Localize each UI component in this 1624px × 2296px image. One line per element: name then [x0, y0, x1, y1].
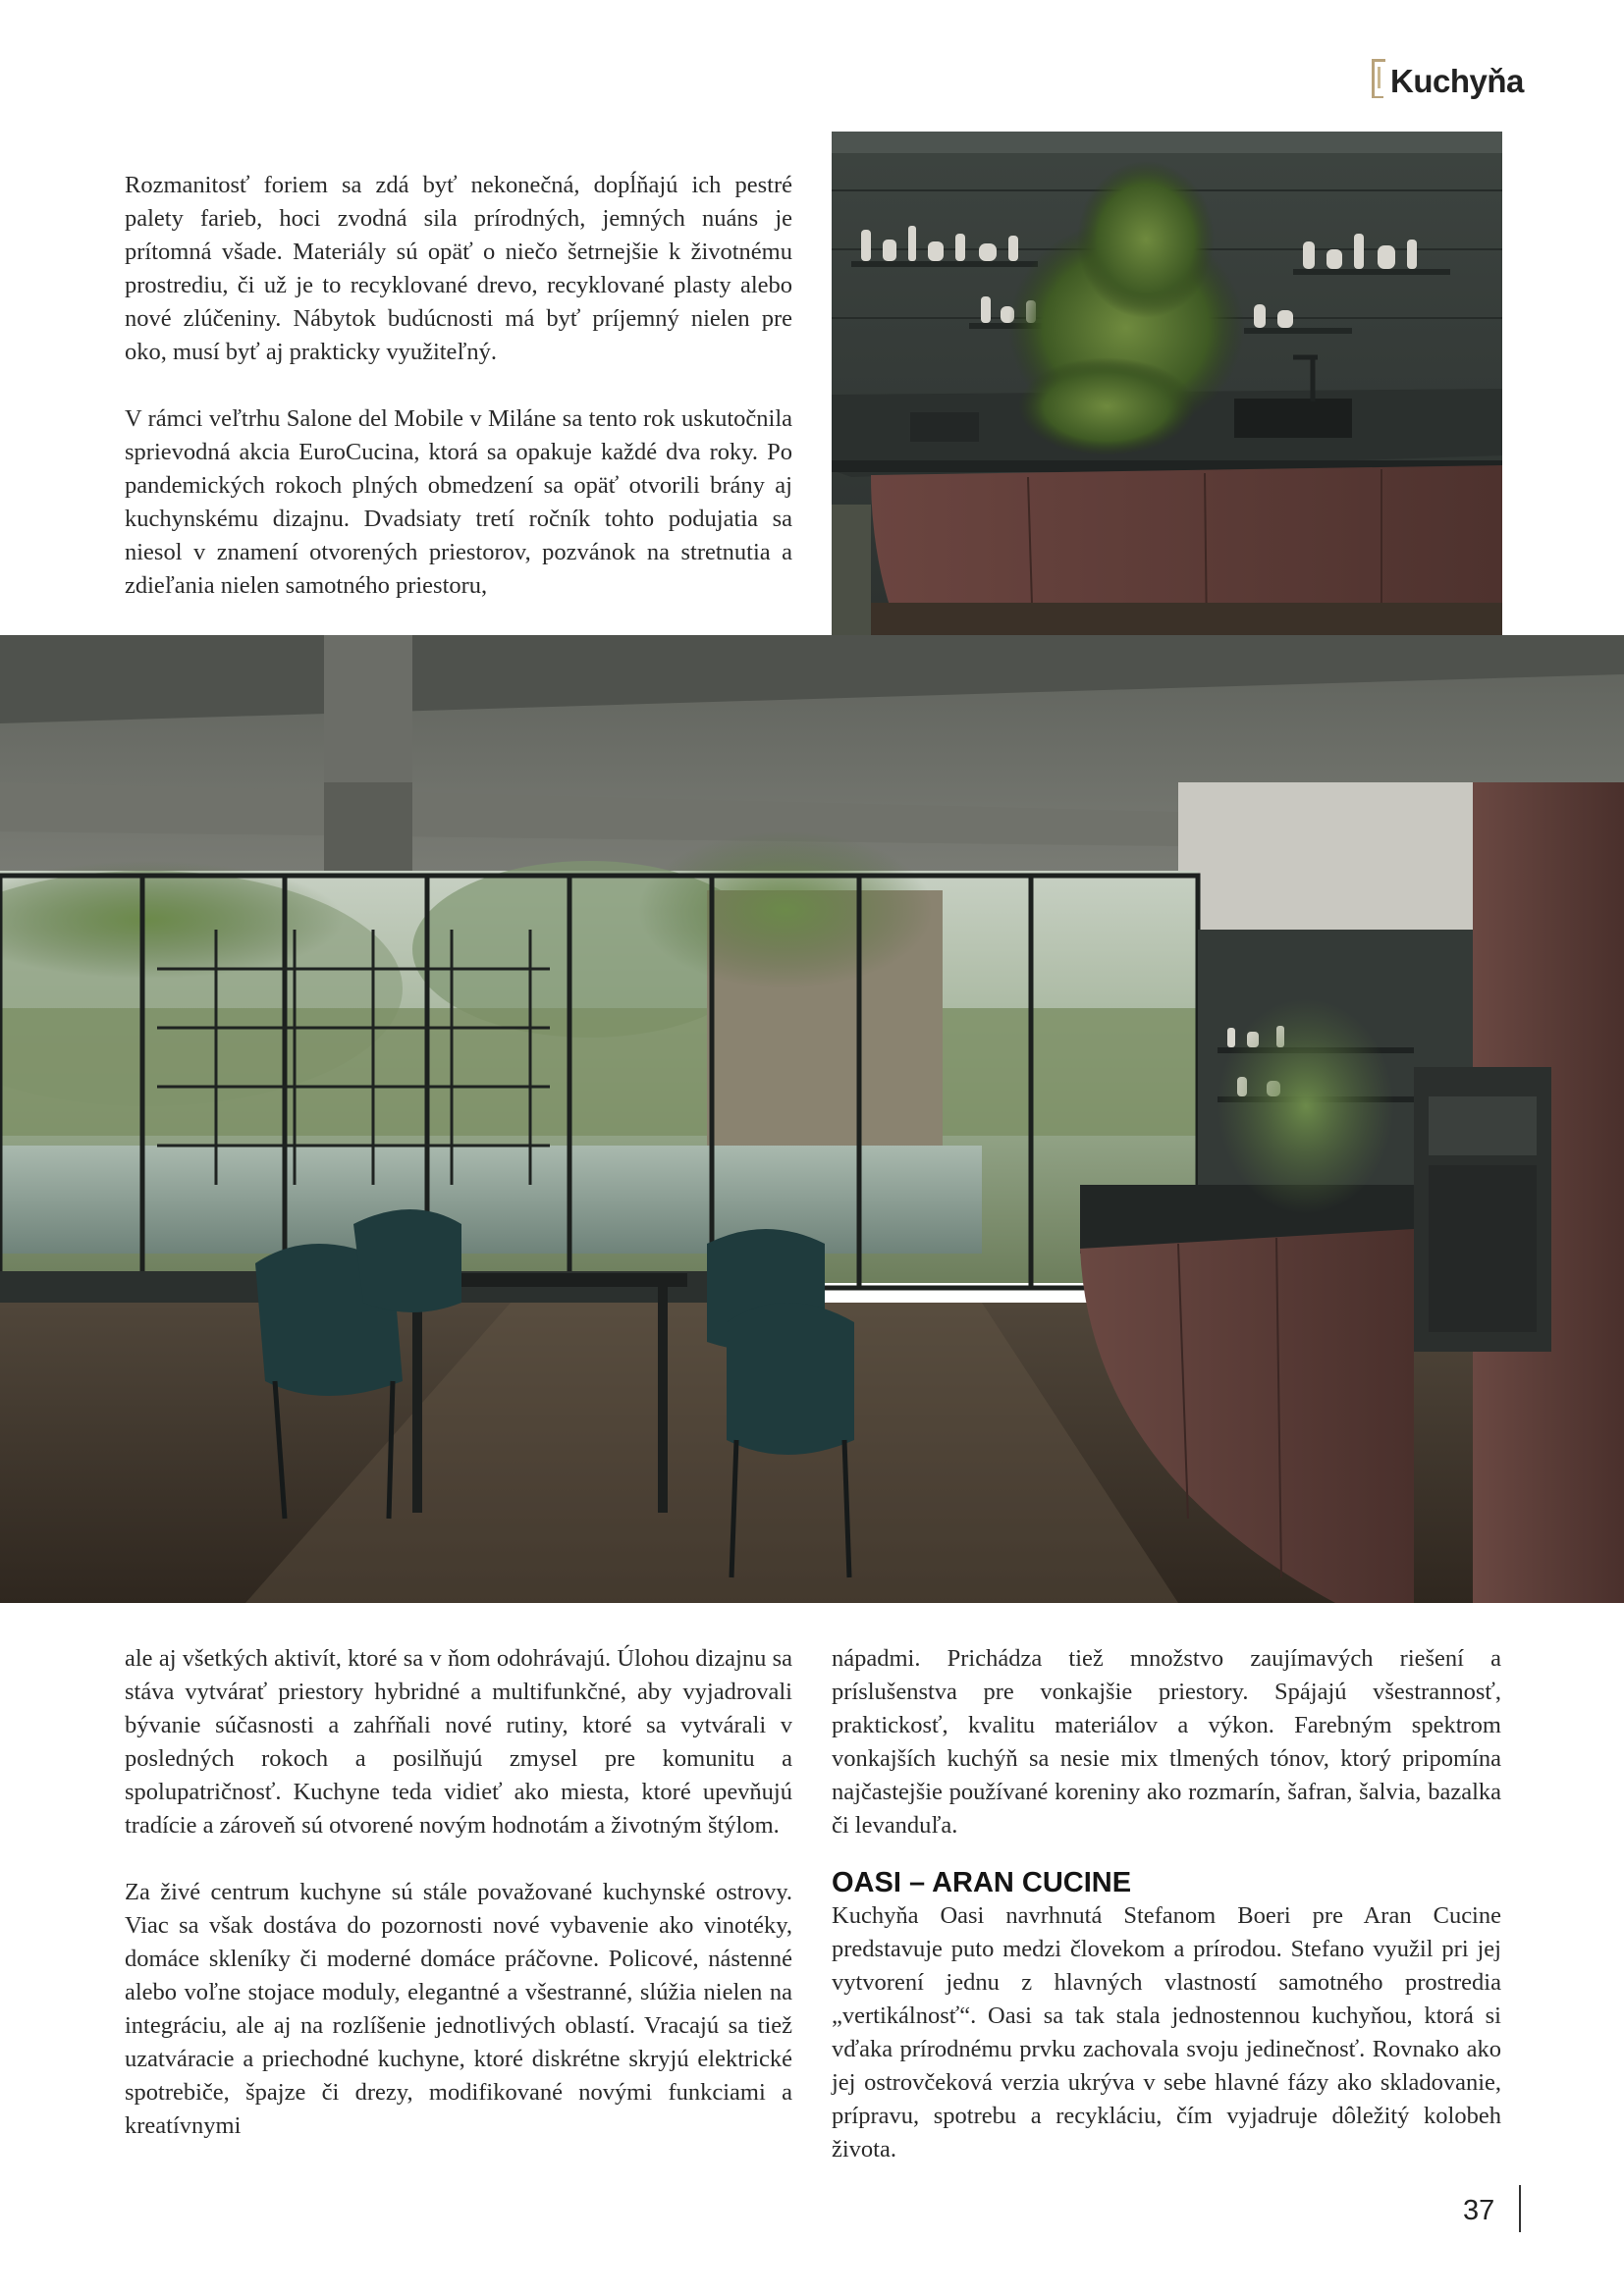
kitchen-shelf-photo — [832, 132, 1502, 636]
page-number-divider — [1519, 2185, 1521, 2232]
paragraph: Kuchyňa Oasi navrhnutá Stefanom Boeri pre Aran Cucine predstavuje puto medzi človekom a prírodou. Stefano využil pri jej vytvorení jednu z hlavných vlastností samotného prostredia „vertikálnosť“. Oasi sa tak stala jednostennou kuchyňou, ktorá si vďaka prírodnému prvku zachovala svoju jedinečnosť. Rovnako ako jej ostrovčeková verzia ukrýva v sebe hlavné fázy ako skladovanie, prípravu, spotrebu a recykláciu, čím vyjadruje dôležitý kolobeh života. — [832, 1902, 1501, 2163]
article-column-right — [832, 1642, 1501, 2166]
paragraph: Rozmanitosť foriem sa zdá byť nekonečná, dopĺňajú ich pestré palety farieb, hoci zvodná sila prírodných, jemných nuáns je prítomná všade. Materiály sú opäť o niečo šetrnejšie k životnému prostrediu, či už je to recyklované drevo, recyklované plasty alebo nové zlúčeniny. Nábytok budúcnosti má byť príjemný nielen pre oko, musí byť aj prakticky využiteľný. — [125, 172, 792, 365]
paragraph: V rámci veľtrhu Salone del Mobile v Miláne sa tento rok uskutočnila sprievodná akcia EuroCucina, ktorá sa opakuje každé dva roky. Po pandemických rokoch plných obmedzení sa opäť otvorili brány aj kuchynskému dizajnu. Dvadsiaty tretí ročník tohto podujatia sa niesol v znamení otvorených priestorov, pozvánok na stretnutia a zdieľania nielen samotného priestoru, — [125, 405, 792, 599]
logo-mark-icon — [1369, 55, 1392, 106]
article-column-intro — [125, 169, 792, 603]
section-heading: OASI – ARAN CUCINE — [832, 1867, 1132, 1898]
paragraph: Za živé centrum kuchyne sú stále považované kuchynské ostrovy. Viac sa však dostáva do pozornosti nové vybavenie ako vinotéky, domáce skleníky či moderné domáce práčovne. Policové, nástenné alebo voľne stojace moduly, elegantné a všestranné, slúžia nielen na integráciu, ale aj na rozlíšenie jednotlivých oblastí. Vracajú sa tiež uzatváracie a priechodné kuchyne, ktoré diskrétne skryjú elektrické spotrebiče, špajze či drezy, modifikované novými funkciami a kreatívnymi — [125, 1879, 792, 2139]
article-column-left — [125, 1642, 792, 2143]
kitchen-interior-photo — [0, 635, 1624, 1603]
magazine-section-logo — [1369, 55, 1526, 106]
page-number: 37 — [1463, 2195, 1495, 2226]
paragraph: ale aj všetkých aktivít, ktoré sa v ňom odohrávajú. Úlohou dizajnu sa stáva vytvárať priestory hybridné a multifunkčné, aby vyjadrovali bývanie súčasnosti a zahŕňali nové rutiny, ktoré sa vytvárali v posledných rokoch a posilňujú zmysel pre komunitu a spolupatričnosť. Kuchyne teda vidieť ako miesta, ktoré upevňujú tradície a zároveň sú otvorené novým hodnotám a životným štýlom. — [125, 1645, 792, 1839]
logo-text: Kuchyňa — [1390, 63, 1524, 99]
paragraph: nápadmi. Prichádza tiež množstvo zaujímavých riešení a príslušenstva pre vonkajšie priestory. Spájajú všestrannosť, praktickosť, kvalitu materiálov a výkon. Farebným spektrom vonkajších kuchýň sa nesie mix tlmených tónov, ktorý pripomína najčastejšie používané koreniny ako rozmarín, šafran, šalvia, bazalka či levanduľa. — [832, 1645, 1501, 1839]
